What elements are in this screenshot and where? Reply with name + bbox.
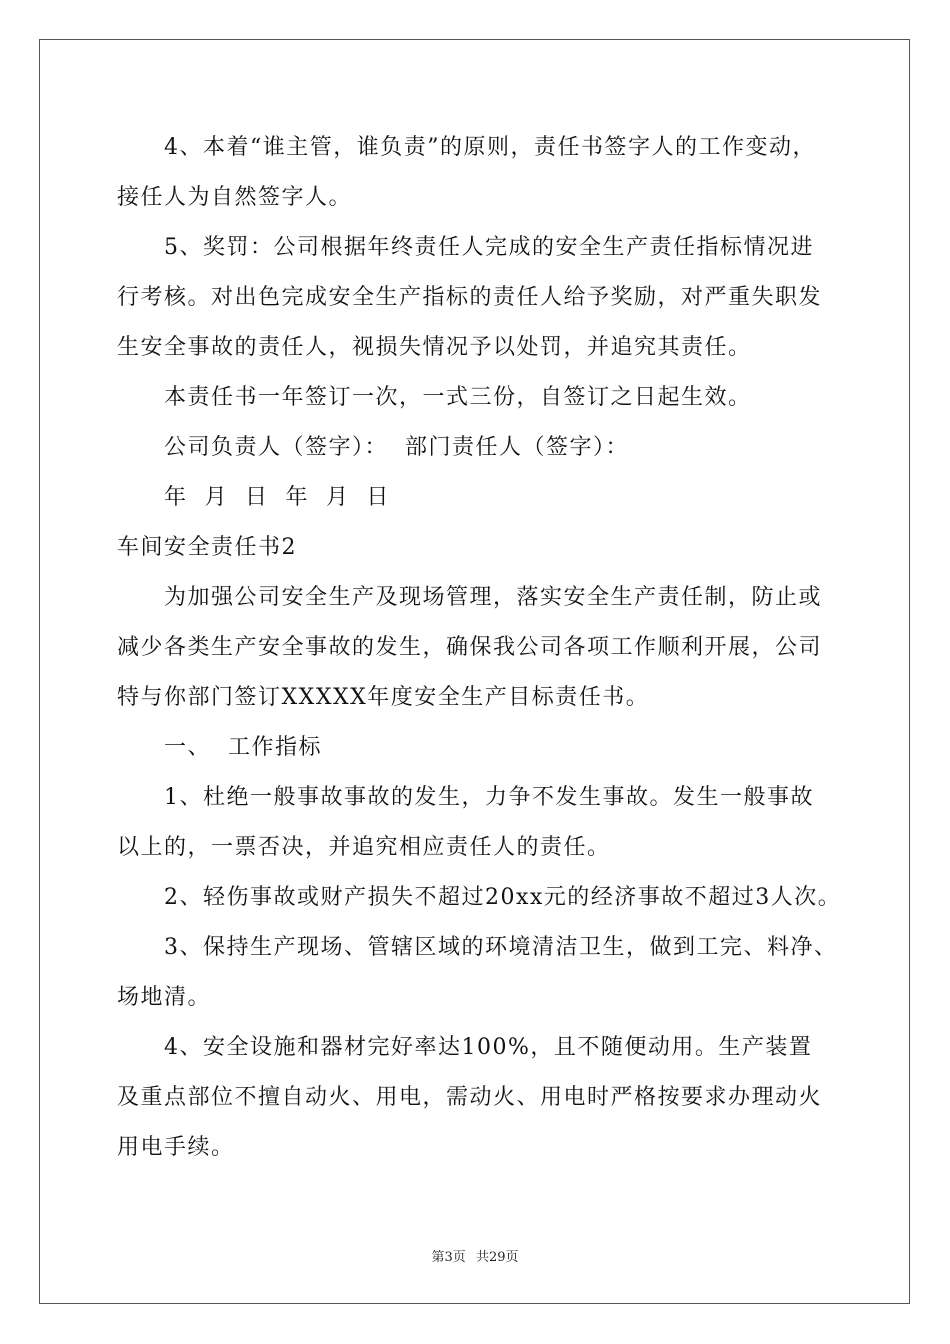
page-footer: [0, 1246, 950, 1265]
paragraph-line: 2、轻伤事故或财产损失不超过20xx元的经济事故不超过3人次。: [164, 885, 842, 910]
paragraph-line: 为加强公司安全生产及现场管理，落实安全生产责任制，防止或: [164, 585, 823, 610]
paragraph-line: 接任人为自然签字人。: [117, 185, 353, 210]
paragraph-line: 本责任书一年签订一次，一式三份，自签订之日起生效。: [164, 385, 752, 410]
paragraph-line: 及重点部位不擅自动火、用电，需动火、用电时严格按要求办理动火: [117, 1085, 823, 1110]
paragraph-line: 减少各类生产安全事故的发生，确保我公司各项工作顺利开展，公司: [117, 635, 823, 660]
page-total: 共29页: [475, 1250, 519, 1265]
paragraph-line: 1、杜绝一般事故事故的发生，力争不发生事故。发生一般事故: [164, 785, 814, 810]
paragraph-line: 生安全事故的责任人，视损失情况予以处罚，并追究其责任。: [117, 335, 752, 360]
paragraph-line: 3、保持生产现场、管辖区域的环境清洁卫生，做到工完、料净、: [164, 935, 838, 960]
subsection-heading: 一、 工作指标: [164, 735, 322, 760]
paragraph-line: 5、奖罚：公司根据年终责任人完成的安全生产责任指标情况进: [164, 235, 814, 260]
section-title: 车间安全责任书2: [117, 535, 297, 560]
signature-line: 公司负责人（签字）： 部门责任人（签字）：: [164, 435, 629, 460]
date-line: 年 月 日 年 月 日: [164, 485, 390, 510]
paragraph-line: 4、安全设施和器材完好率达100%，且不随便动用。生产装置: [164, 1035, 813, 1060]
page-number: 第3页: [431, 1250, 466, 1265]
paragraph-line: 以上的，一票否决，并追究相应责任人的责任。: [117, 835, 611, 860]
paragraph-line: 4、本着“谁主管，谁负责”的原则，责任书签字人的工作变动，: [164, 135, 816, 160]
paragraph-line: 特与你部门签订XXXXX年度安全生产目标责任书。: [117, 685, 650, 710]
paragraph-line: 场地清。: [117, 985, 212, 1010]
paragraph-line: 用电手续。: [117, 1135, 235, 1160]
page-border: [39, 39, 910, 1304]
paragraph-line: 行考核。对出色完成安全生产指标的责任人给予奖励，对严重失职发: [117, 285, 823, 310]
